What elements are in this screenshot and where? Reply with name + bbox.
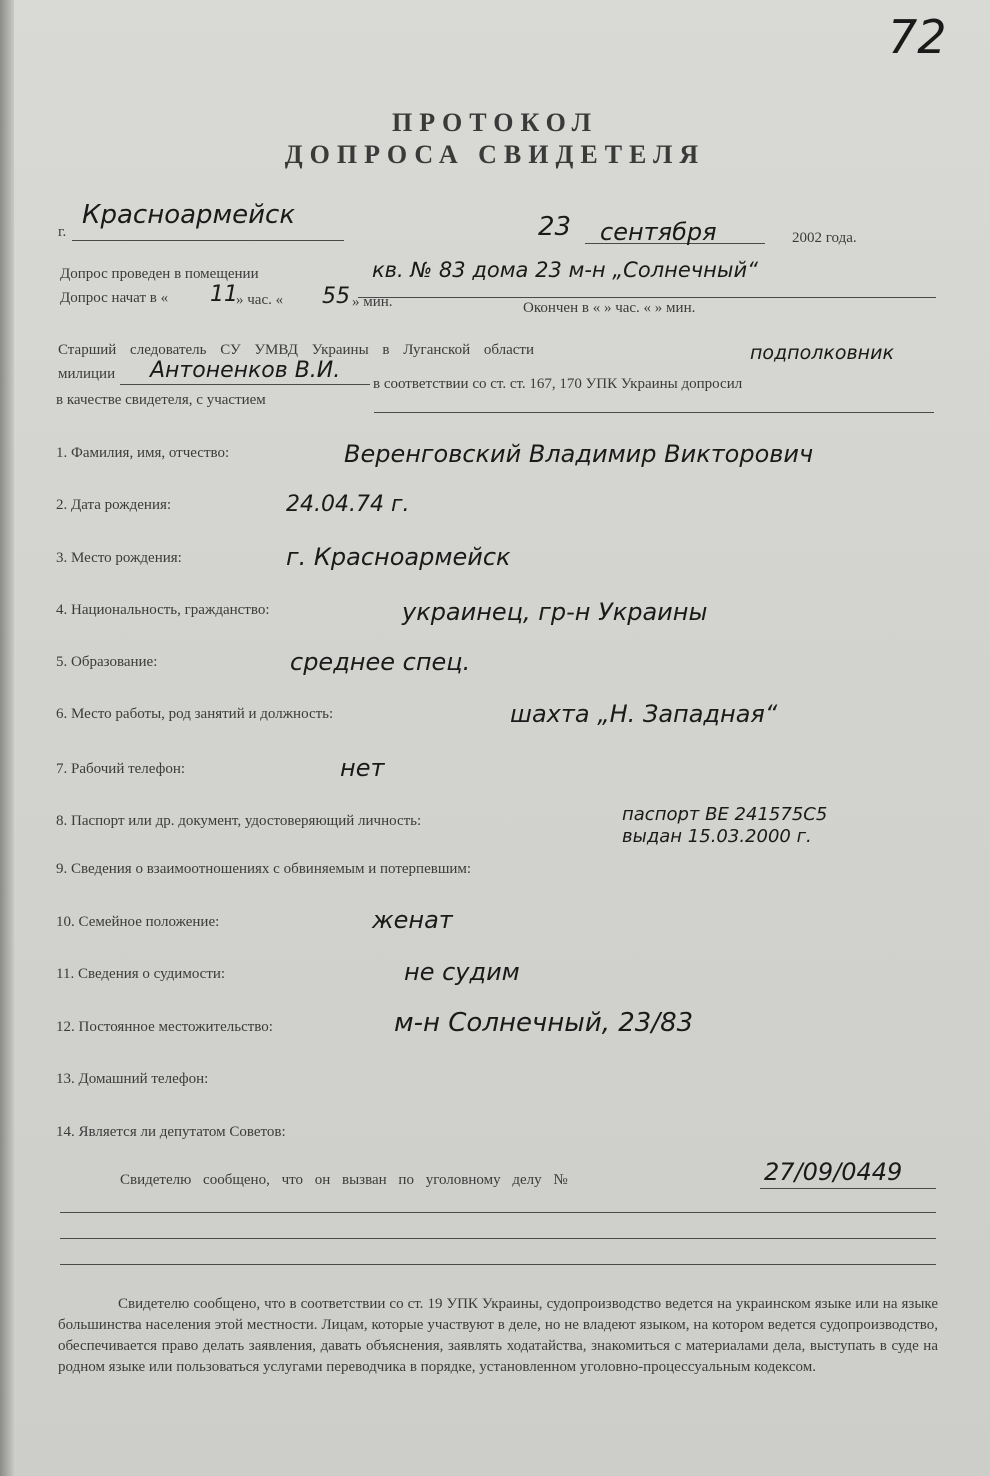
doc-title: ПРОТОКОЛ: [392, 108, 598, 137]
field-value-8b: выдан 15.03.2000 г.: [622, 826, 812, 847]
language-notice: Свидетелю сообщено, что в соответствии со ст. 19 УПК Украины, судопроизводство ведется на украинском языке или на языке большинства населения этой местности. Лицам, которые участвуют в деле, но не владеют языком, на котором ведется судопроизводство, обеспечивается право делать заявления, давать объяснения, заявлять ходатайства, знакомиться с материалами дела, выступать в суде на родном языке или пользоваться услугами переводчика в порядке, установленном уголовно-процессуальным кодексом.: [58, 1296, 938, 1375]
investigator-line: Старший следователь СУ УМВД Украины в Луганской области: [58, 342, 534, 358]
field-label-4: 4. Национальность, гражданство:: [56, 602, 270, 618]
start-minute: 55: [322, 284, 350, 309]
field-label-3: 3. Место рождения:: [56, 550, 182, 566]
minute-label: » мин.: [352, 294, 393, 310]
city-value: Красноармейск: [82, 200, 296, 230]
city-line: [72, 240, 344, 241]
participation-label: в качестве свидетеля, с участием: [56, 392, 266, 408]
date-day: 23: [538, 212, 572, 242]
doc-subtitle: ДОПРОСА СВИДЕТЕЛЯ: [284, 140, 706, 169]
investigator-suffix: в соответствии со ст. ст. 167, 170 УПК Украины допросил: [373, 376, 743, 392]
investigator-name: Антоненков В.И.: [150, 358, 341, 383]
field-label-1: 1. Фамилия, имя, отчество:: [56, 445, 230, 461]
field-label-6: 6. Место работы, род занятий и должность:: [56, 706, 334, 722]
case-text: Свидетелю сообщено, что он вызван по уголовному делу №: [120, 1172, 568, 1188]
field-value-8a: паспорт ВЕ 241575С5: [622, 804, 828, 825]
field-value-1: Веренговский Владимир Викторович: [344, 440, 814, 468]
date-year: 2002 года.: [792, 230, 857, 246]
case-number-line: [760, 1188, 936, 1189]
field-value-11: не судим: [404, 958, 520, 986]
field-label-10: 10. Семейное положение:: [56, 914, 220, 930]
blank-line-3: [60, 1264, 936, 1265]
field-value-2: 24.04.74 г.: [286, 492, 410, 517]
field-label-2: 2. Дата рождения:: [56, 497, 172, 513]
field-label-8: 8. Паспорт или др. документ, удостоверяющий личность:: [56, 813, 422, 829]
start-hour: 11: [210, 282, 238, 307]
field-value-10: женат: [372, 906, 453, 934]
field-value-6: шахта „Н. Западная“: [510, 700, 778, 728]
date-month: сентября: [600, 218, 717, 246]
place-label: Допрос проведен в помещении: [60, 266, 259, 282]
field-label-11: 11. Сведения о судимости:: [56, 966, 226, 982]
field-value-5: среднее спец.: [290, 648, 471, 676]
field-value-12: м-н Солнечный, 23/83: [394, 1008, 694, 1038]
end-time-label: Окончен в « » час. « » мин.: [523, 300, 696, 316]
field-value-7: нет: [340, 754, 385, 782]
place-value: кв. № 83 дома 23 м-н „Солнечный“: [372, 258, 759, 282]
field-label-14: 14. Является ли депутатом Советов:: [56, 1124, 286, 1140]
city-prefix: г.: [58, 224, 67, 240]
investigator-name-line: [120, 384, 370, 385]
blank-line-2: [60, 1238, 936, 1239]
page-number: 72: [888, 10, 947, 64]
binding-edge: [0, 0, 14, 1476]
field-value-4: украинец, гр-н Украины: [402, 598, 708, 626]
investigator-rank: подполковник: [750, 342, 894, 364]
field-label-7: 7. Рабочий телефон:: [56, 761, 186, 777]
case-number: 27/09/0449: [764, 1158, 903, 1186]
field-label-5: 5. Образование:: [56, 654, 158, 670]
blank-line-1: [60, 1212, 936, 1213]
field-label-9: 9. Сведения о взаимоотношениях с обвиняемым и потерпевшим:: [56, 861, 472, 877]
place-line: [358, 297, 936, 298]
investigator-prefix: милиции: [58, 366, 116, 382]
field-value-3: г. Красноармейск: [286, 543, 511, 571]
hour-label: » час. «: [236, 292, 284, 308]
field-label-12: 12. Постоянное местожительство:: [56, 1019, 273, 1035]
participation-line: [374, 412, 934, 413]
start-label: Допрос начат в «: [60, 290, 169, 306]
field-label-13: 13. Домашний телефон:: [56, 1071, 209, 1087]
